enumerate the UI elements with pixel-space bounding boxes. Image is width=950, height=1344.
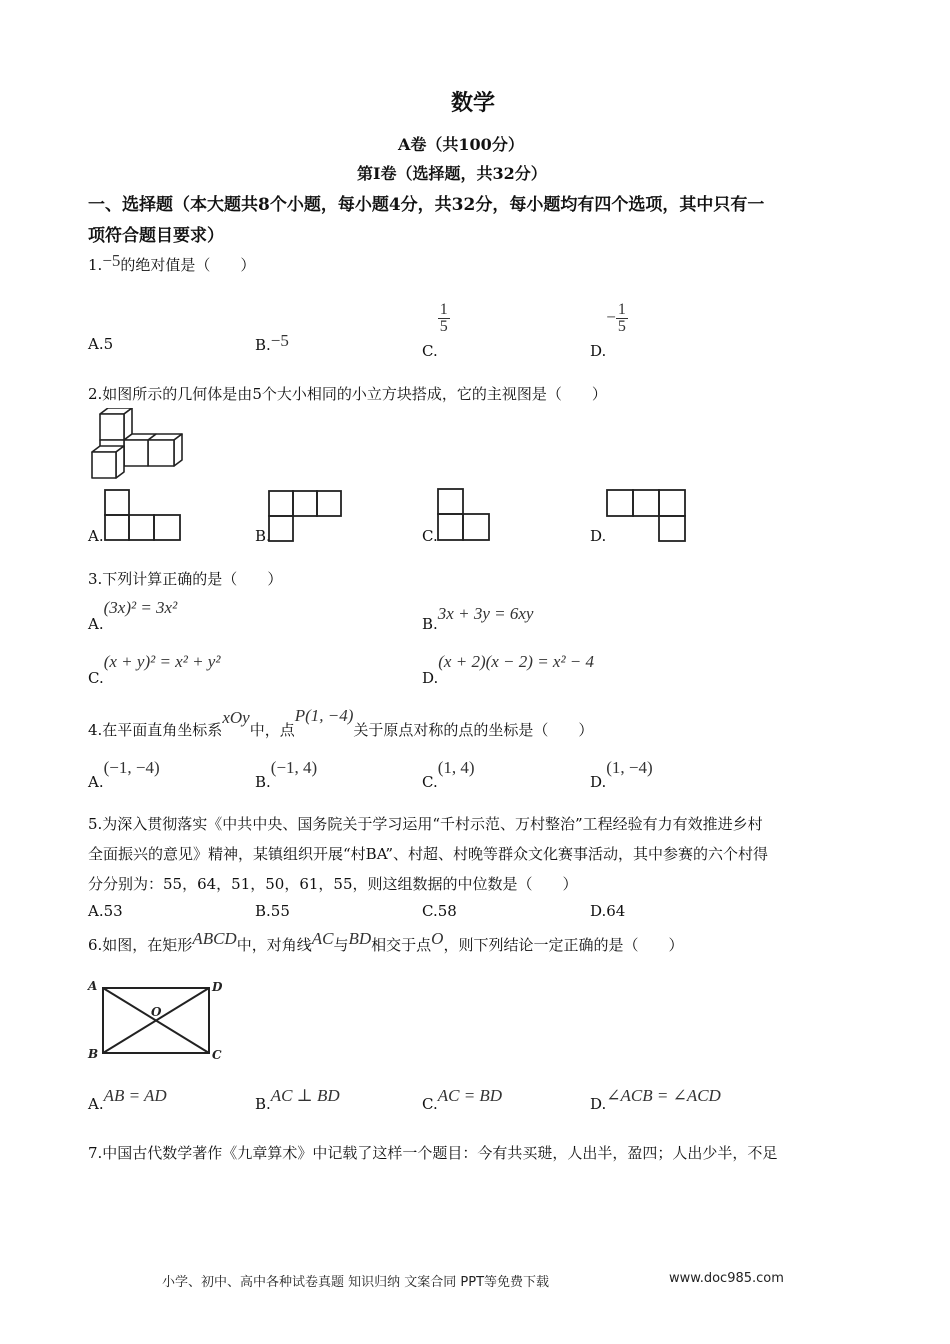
- volume-a-heading: A卷（共100分）: [398, 135, 524, 154]
- fraction: $\frac{1}{5}$: [617, 301, 626, 335]
- q1-option-a: A.5: [88, 335, 114, 353]
- volume-1-heading: 第I卷（选择题，共32分）: [357, 164, 547, 183]
- page-title: 数学: [451, 90, 496, 116]
- q5-option-c: C.58: [422, 902, 457, 920]
- q2-option-b-label: B.: [255, 527, 271, 545]
- q1-option-b: B.−5: [255, 331, 289, 354]
- vertex-b-label: B: [88, 1047, 99, 1061]
- q4-option-a: A.(−1, −4): [88, 758, 160, 791]
- q1-prefix: 1.: [88, 256, 103, 274]
- q2-option-d-figure: [606, 489, 688, 543]
- q1-math: −5: [102, 251, 121, 270]
- center-o-label: O: [151, 1005, 162, 1019]
- q2-option-a-figure: [104, 489, 182, 541]
- q5-option-d: D.64: [590, 902, 626, 920]
- q5-option-a: A.53: [88, 902, 123, 920]
- q2-option-b-figure: [268, 490, 344, 542]
- vertex-a-label: A: [88, 979, 98, 993]
- question-1: [88, 251, 256, 275]
- q3-option-c: C.(x + y)² = x² + y²: [88, 652, 221, 687]
- q6-option-c: C.AC = BD: [422, 1086, 503, 1113]
- footer-text: 小学、初中、高中各种试卷真题 知识归纳 文案合同 PPT等免费下载: [162, 1275, 550, 1290]
- section-heading-line2: 项符合题目要求）: [88, 226, 224, 246]
- q1-option-d: D.− $\frac{1}{5}$: [590, 301, 626, 360]
- q6-option-d: D.∠ACB = ∠ACD: [590, 1086, 721, 1113]
- q6-option-a: A.AB = AD: [88, 1086, 167, 1113]
- q4-option-d: D.(1, −4): [590, 758, 653, 791]
- question-6: 6.如图，在矩形ABCD中，对角线AC与BD相交于点O，则下列结论一定正确的是（ ）: [88, 929, 684, 954]
- question-2: 2.如图所示的几何体是由5个大小相同的小立方块搭成，它的主视图是（ ）: [88, 385, 607, 403]
- question-5-line2: 全面振兴的意见》精神，某镇组织开展“村BA”、村超、村晚等群众文化赛事活动，其中参赛的六个村得: [88, 845, 768, 863]
- vertex-c-label: C: [212, 1048, 222, 1062]
- q4-option-c: C.(1, 4): [422, 758, 475, 791]
- question-5-line1: 5.为深入贯彻落实《中共中央、国务院关于学习运用“千村示范、万村整治”工程经验有力有效推进乡村: [88, 815, 763, 833]
- q2-option-c-figure: [437, 488, 491, 542]
- q3-option-d: D.(x + 2)(x − 2) = x² − 4: [422, 652, 595, 687]
- q6-option-b: B.AC ⊥ BD: [255, 1086, 340, 1113]
- section-heading-line1: 一、选择题（本大题共8个小题，每小题4分，共32分，每小题均有四个选项，其中只有一: [88, 195, 765, 215]
- q4-option-b: B.(−1, 4): [255, 758, 318, 791]
- question-3: 3.下列计算正确的是（ ）: [88, 570, 283, 588]
- fraction: $\frac{1}{5}$: [439, 301, 448, 335]
- q2-option-a-label: A.: [88, 527, 104, 545]
- question-5-line3: 分分别为：55，64，51，50，61，55，则这组数据的中位数是（ ）: [88, 875, 578, 893]
- question-4: 4.在平面直角坐标系xOy中，点P(1, −4)关于原点对称的点的坐标是（ ）: [88, 706, 594, 739]
- q3-option-b: B.3x + 3y = 6xy: [422, 604, 534, 633]
- q1-option-c: C. $\frac{1}{5}$: [422, 301, 448, 360]
- q2-option-d-label: D.: [590, 527, 607, 545]
- rectangle-figure: [86, 978, 230, 1064]
- q2-option-c-label: C.: [422, 527, 438, 545]
- question-7: 7.中国古代数学著作《九章算术》中记载了这样一个题目：今有共买琎，人出半，盈四；人出少半，不足: [88, 1144, 778, 1162]
- footer-link[interactable]: www.doc985.com: [669, 1271, 784, 1286]
- cube-figure: [86, 408, 186, 480]
- q5-option-b: B.55: [255, 902, 290, 920]
- q3-option-a: A.(3x)² = 3x²: [88, 598, 178, 633]
- q1-suffix: 的绝对值是（ ）: [120, 256, 256, 274]
- vertex-d-label: D: [212, 980, 223, 994]
